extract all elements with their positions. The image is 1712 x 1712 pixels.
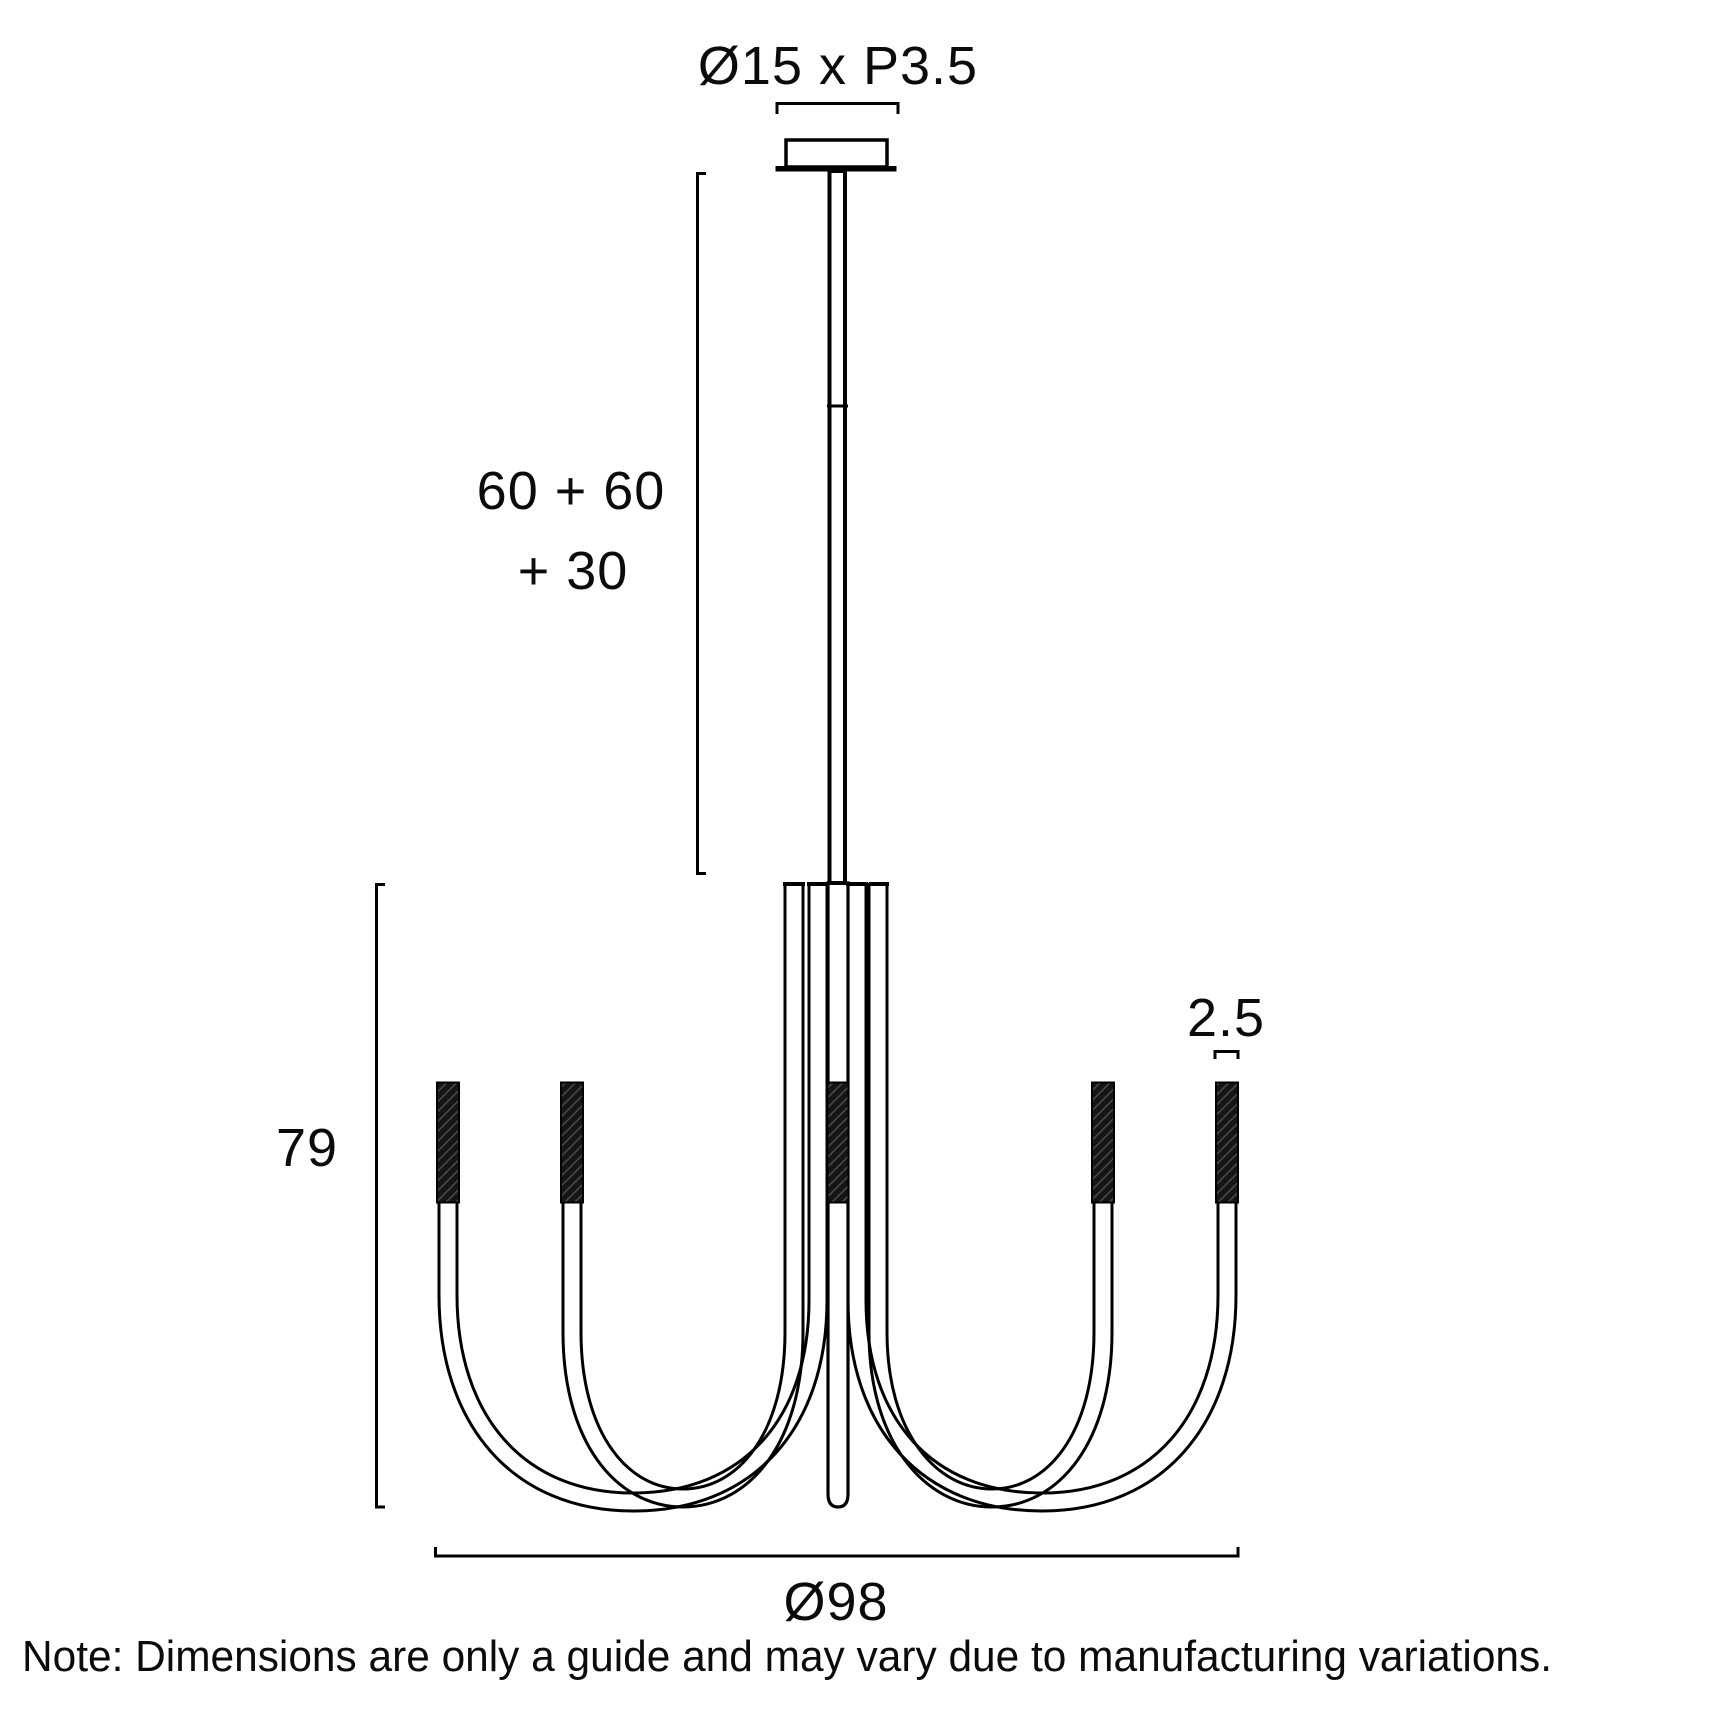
lamp-tip-hatch — [1216, 1083, 1238, 1203]
dimension-canopy — [698, 36, 978, 114]
dimension-line — [377, 885, 386, 1508]
lamp-tips — [437, 1083, 1238, 1203]
dimension-body-height — [276, 885, 385, 1508]
dimension-rod-length — [477, 174, 706, 874]
suspension-rod — [830, 171, 846, 883]
dimension-bracket — [1215, 1052, 1238, 1060]
dimension-label-height: 79 — [275, 1118, 339, 1178]
dimension-bracket — [777, 104, 898, 115]
arm-inner-right — [878, 883, 1103, 1498]
ceiling-canopy — [786, 140, 887, 167]
dimension-label-diameter: Ø98 — [783, 1572, 889, 1632]
lamp-tip-hatch — [561, 1083, 583, 1203]
arm-inner-left — [572, 883, 794, 1498]
dimension-label-rod-line2: + 30 — [517, 541, 629, 601]
lamp-tip-hatch — [437, 1083, 459, 1203]
lamp-tip-hatch-central — [828, 1083, 849, 1203]
dimension-label-canopy: Ø15 x P3.5 — [697, 36, 979, 96]
dimension-tip-width — [1187, 988, 1265, 1059]
arm-outer-right — [857, 883, 1227, 1502]
dimension-line — [698, 174, 707, 874]
footer-note: Note: Dimensions are only a guide and may vary due to manufacturing variations. — [22, 1632, 1552, 1681]
arm-outer-left — [448, 883, 818, 1502]
dimension-label-tip: 2.5 — [1186, 988, 1266, 1048]
dimension-line — [436, 1547, 1239, 1556]
ceiling-canopy-group — [776, 140, 897, 883]
lamp-tip-hatch — [1092, 1083, 1114, 1203]
dimension-overall-diameter — [436, 1547, 1239, 1632]
dimension-label-rod-line1: 60 + 60 — [476, 461, 666, 521]
